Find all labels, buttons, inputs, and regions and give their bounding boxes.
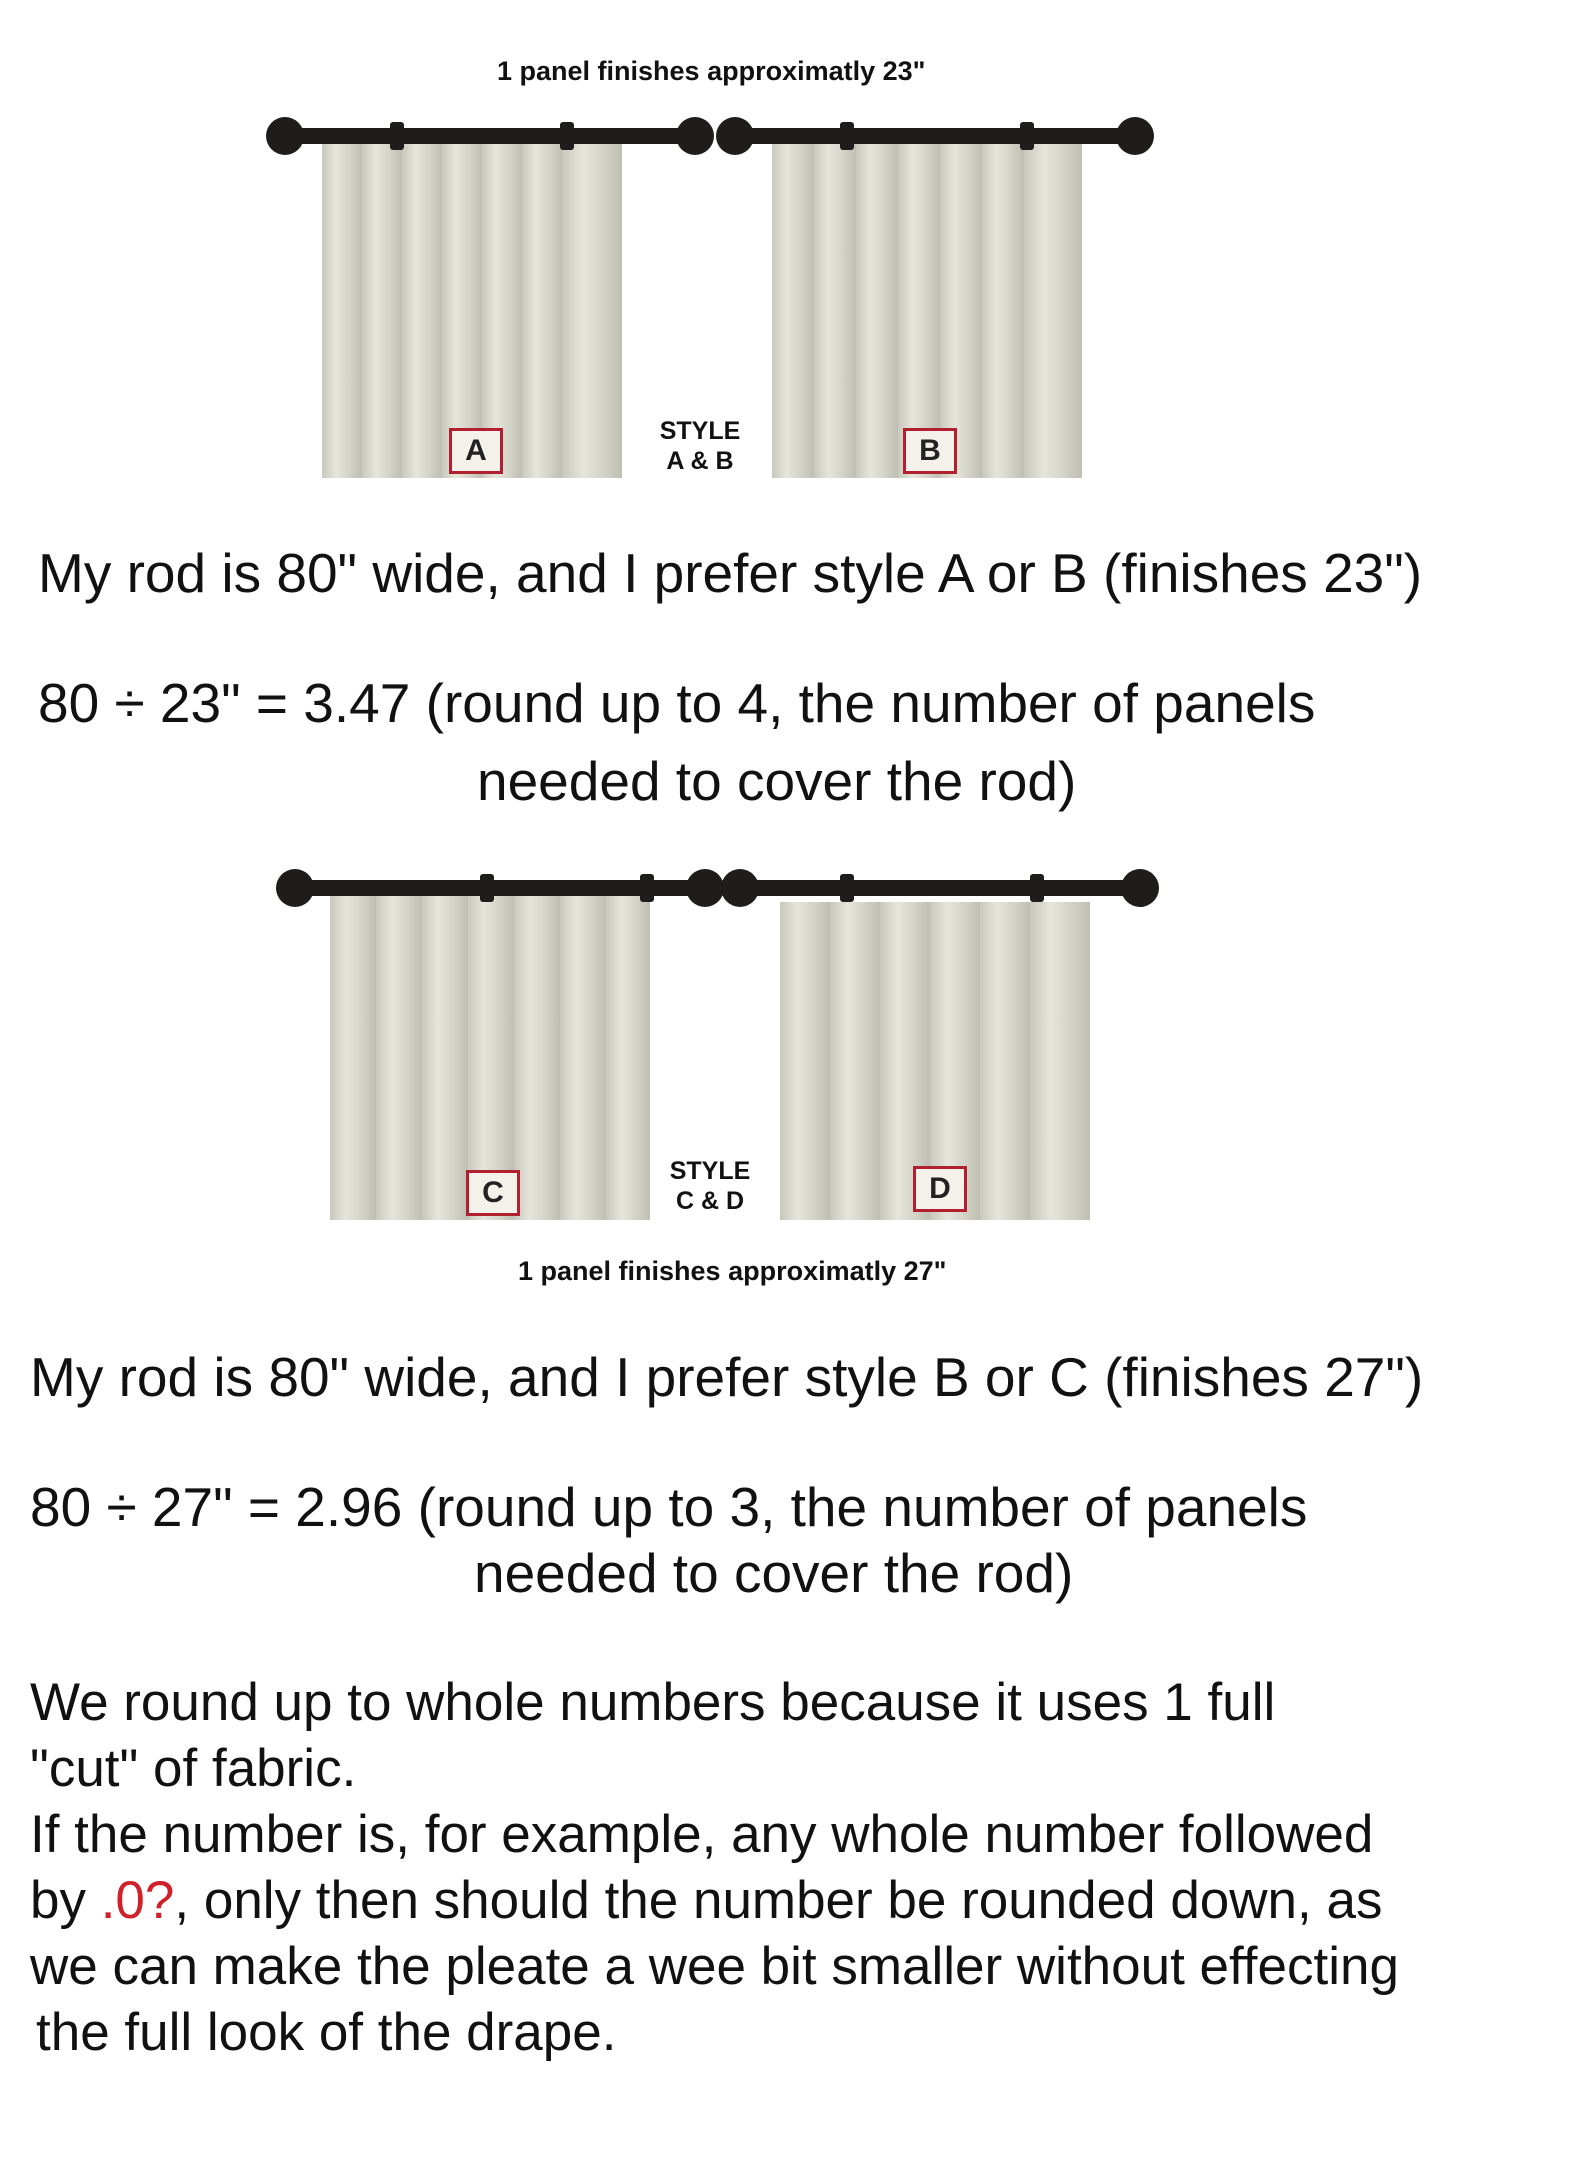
explanation-line4 (30, 1868, 1382, 1934)
example2-line2: 80 ÷ 27" = 2.96 (round up to 3, the number of panels (30, 1476, 1308, 1538)
example2-line1: My rod is 80" wide, and I prefer style B or C (finishes 27") (30, 1346, 1424, 1408)
example2-line3: needed to cover the rod) (474, 1542, 1074, 1604)
example1-line3: needed to cover the rod) (477, 750, 1077, 812)
style-label-line2: A & B (666, 447, 734, 475)
explanation-line4-post: , only then should the number be rounded down, as (174, 1871, 1383, 1930)
example1-line2: 80 ÷ 23" = 3.47 (round up to 4, the number of panels (38, 672, 1316, 734)
style-badge-c: C (466, 1170, 520, 1216)
style-label-line1: STYLE (669, 1157, 751, 1185)
example1-line1: My rod is 80" wide, and I prefer style A or B (finishes 23") (38, 542, 1423, 604)
style-badge-d: D (913, 1166, 967, 1212)
style-label-ab (650, 416, 750, 476)
curtain-panel-a (322, 138, 622, 478)
style-badge-b: B (903, 428, 957, 474)
top-caption: 1 panel finishes approximatly 23" (497, 56, 926, 86)
explanation-line1: We round up to whole numbers because it uses 1 full (30, 1673, 1276, 1732)
explanation-line5: we can make the pleate a wee bit smaller without effecting (30, 1937, 1399, 1996)
explanation-line4-pre: by (30, 1871, 101, 1930)
curtain-illustration-top (0, 0, 1588, 500)
style-label-cd (660, 1156, 760, 1216)
style-label-line2: C & D (675, 1187, 745, 1215)
curtain-panel-b (772, 138, 1082, 478)
explanation-highlight: .0? (100, 1871, 175, 1930)
style-badge-a: A (449, 428, 503, 474)
explanation-line2: "cut" of fabric. (30, 1739, 357, 1798)
bottom-caption: 1 panel finishes approximatly 27" (518, 1256, 947, 1286)
explanation-line3: If the number is, for example, any whole number followed (30, 1805, 1374, 1864)
explanation-line6: the full look of the drape. (36, 2003, 617, 2062)
style-label-line1: STYLE (659, 417, 741, 445)
